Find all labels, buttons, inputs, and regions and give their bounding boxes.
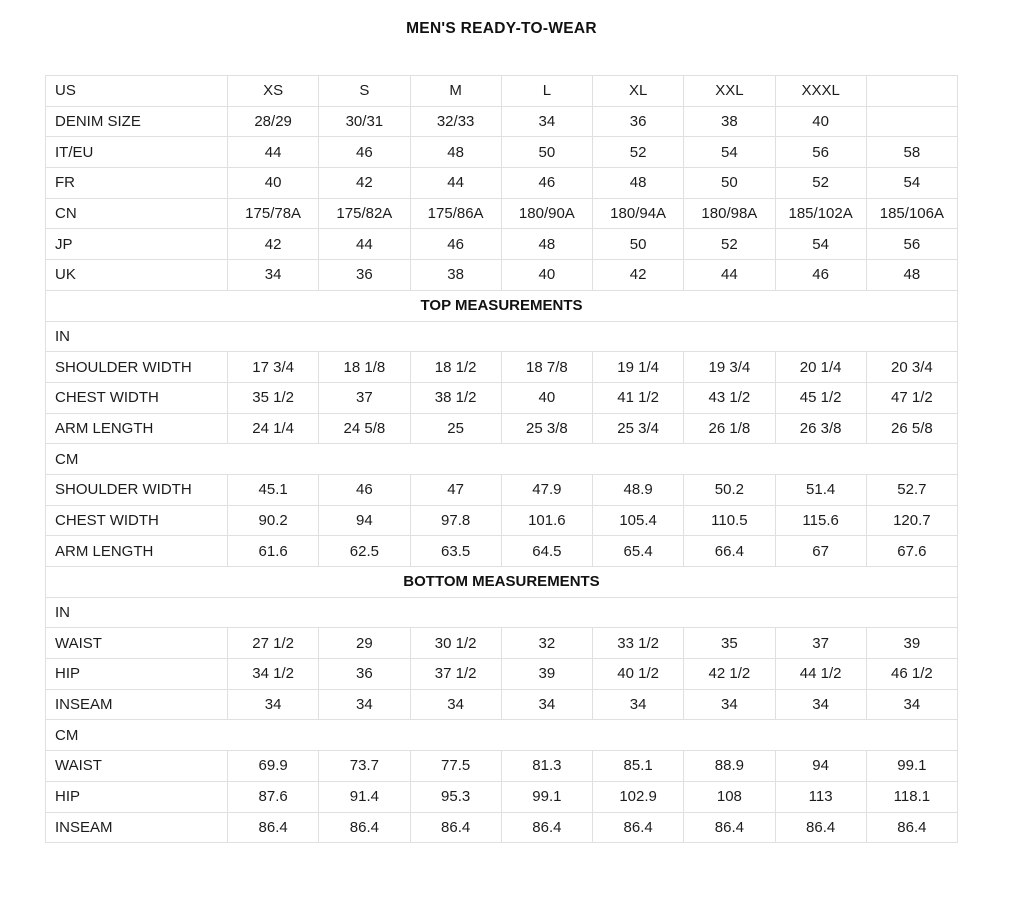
cell-value: 44 [410, 168, 501, 199]
cell-value: 38 1/2 [410, 382, 501, 413]
cell-value: 52 [775, 168, 866, 199]
cell-value: 39 [866, 628, 957, 659]
cell-value: 63.5 [410, 536, 501, 567]
cell-value: 28/29 [228, 106, 319, 137]
cell-value: 40 [228, 168, 319, 199]
cell-value: 44 1/2 [775, 659, 866, 690]
cell-value: 40 [501, 382, 592, 413]
cell-value: 46 [775, 260, 866, 291]
cell-value: 29 [319, 628, 410, 659]
cell-value: 33 1/2 [593, 628, 684, 659]
cell-value: 101.6 [501, 505, 592, 536]
cell-value: 42 [319, 168, 410, 199]
row-label: ARM LENGTH [46, 536, 228, 567]
unit-row [46, 444, 958, 475]
cell-value: 52.7 [866, 474, 957, 505]
cell-value: 86.4 [501, 812, 592, 843]
cell-value: 56 [866, 229, 957, 260]
table-row [46, 781, 958, 812]
cell-value: 48 [866, 260, 957, 291]
row-label: US [46, 76, 228, 107]
unit-label: CM [46, 720, 958, 751]
cell-value: 81.3 [501, 751, 592, 782]
cell-value: 99.1 [866, 751, 957, 782]
table-row [46, 474, 958, 505]
row-label: CHEST WIDTH [46, 382, 228, 413]
table-row [46, 137, 958, 168]
cell-value: 40 1/2 [593, 659, 684, 690]
cell-value: 44 [684, 260, 775, 291]
cell-value: 42 [593, 260, 684, 291]
cell-value: 46 [319, 137, 410, 168]
cell-value: 34 [228, 689, 319, 720]
cell-value [866, 76, 957, 107]
cell-value: 20 1/4 [775, 352, 866, 383]
row-label: DENIM SIZE [46, 106, 228, 137]
cell-value: 108 [684, 781, 775, 812]
cell-value: 34 [775, 689, 866, 720]
cell-value: 40 [775, 106, 866, 137]
cell-value: 50 [501, 137, 592, 168]
cell-value: 97.8 [410, 505, 501, 536]
cell-value: 91.4 [319, 781, 410, 812]
cell-value: 45 1/2 [775, 382, 866, 413]
cell-value: 36 [593, 106, 684, 137]
cell-value: 86.4 [866, 812, 957, 843]
cell-value: 47 [410, 474, 501, 505]
row-label: UK [46, 260, 228, 291]
cell-value: 51.4 [775, 474, 866, 505]
table-row [46, 352, 958, 383]
cell-value: 94 [319, 505, 410, 536]
cell-value: 37 [319, 382, 410, 413]
cell-value: 95.3 [410, 781, 501, 812]
cell-value: 65.4 [593, 536, 684, 567]
cell-value: 42 1/2 [684, 659, 775, 690]
row-label: HIP [46, 781, 228, 812]
cell-value: 18 1/8 [319, 352, 410, 383]
cell-value: 25 3/4 [593, 413, 684, 444]
row-label: WAIST [46, 628, 228, 659]
table-row [46, 689, 958, 720]
cell-value: 50 [593, 229, 684, 260]
cell-value: 50 [684, 168, 775, 199]
row-label: FR [46, 168, 228, 199]
cell-value: 48.9 [593, 474, 684, 505]
cell-value: 34 [684, 689, 775, 720]
row-label: HIP [46, 659, 228, 690]
cell-value: 175/86A [410, 198, 501, 229]
cell-value: 47.9 [501, 474, 592, 505]
cell-value: 41 1/2 [593, 382, 684, 413]
section-title: TOP MEASUREMENTS [46, 290, 958, 321]
cell-value: 26 1/8 [684, 413, 775, 444]
table-row [46, 198, 958, 229]
cell-value: 26 3/8 [775, 413, 866, 444]
cell-value: 54 [684, 137, 775, 168]
cell-value: 20 3/4 [866, 352, 957, 383]
table-row [46, 106, 958, 137]
cell-value: 30 1/2 [410, 628, 501, 659]
cell-value: 102.9 [593, 781, 684, 812]
cell-value: 47 1/2 [866, 382, 957, 413]
cell-value: 69.9 [228, 751, 319, 782]
row-label: CN [46, 198, 228, 229]
cell-value: 36 [319, 659, 410, 690]
cell-value: 52 [684, 229, 775, 260]
cell-value: S [319, 76, 410, 107]
cell-value: 85.1 [593, 751, 684, 782]
cell-value: 61.6 [228, 536, 319, 567]
cell-value: 34 [228, 260, 319, 291]
row-label: INSEAM [46, 689, 228, 720]
size-table-body [46, 76, 958, 843]
cell-value: XL [593, 76, 684, 107]
cell-value: 86.4 [319, 812, 410, 843]
cell-value: 34 [866, 689, 957, 720]
row-label: JP [46, 229, 228, 260]
cell-value: 48 [410, 137, 501, 168]
cell-value: 30/31 [319, 106, 410, 137]
cell-value: 180/98A [684, 198, 775, 229]
table-row [46, 229, 958, 260]
cell-value: 64.5 [501, 536, 592, 567]
row-label: SHOULDER WIDTH [46, 474, 228, 505]
cell-value: 37 1/2 [410, 659, 501, 690]
row-label: IT/EU [46, 137, 228, 168]
cell-value: 94 [775, 751, 866, 782]
cell-value: 77.5 [410, 751, 501, 782]
cell-value: 26 5/8 [866, 413, 957, 444]
cell-value: 87.6 [228, 781, 319, 812]
cell-value: 38 [410, 260, 501, 291]
cell-value: 34 [501, 106, 592, 137]
cell-value: 120.7 [866, 505, 957, 536]
cell-value: 36 [319, 260, 410, 291]
section-title: BOTTOM MEASUREMENTS [46, 567, 958, 598]
row-label: ARM LENGTH [46, 413, 228, 444]
cell-value: 37 [775, 628, 866, 659]
cell-value: 58 [866, 137, 957, 168]
cell-value: 52 [593, 137, 684, 168]
cell-value: 46 [319, 474, 410, 505]
cell-value: 86.4 [593, 812, 684, 843]
unit-label: IN [46, 321, 958, 352]
table-row [46, 382, 958, 413]
cell-value: 185/102A [775, 198, 866, 229]
unit-row [46, 321, 958, 352]
cell-value: 32/33 [410, 106, 501, 137]
cell-value: 19 1/4 [593, 352, 684, 383]
row-label: SHOULDER WIDTH [46, 352, 228, 383]
cell-value: 25 3/8 [501, 413, 592, 444]
row-label: CHEST WIDTH [46, 505, 228, 536]
cell-value: 35 1/2 [228, 382, 319, 413]
cell-value: 48 [593, 168, 684, 199]
cell-value: 17 3/4 [228, 352, 319, 383]
cell-value: 46 [410, 229, 501, 260]
cell-value: 18 1/2 [410, 352, 501, 383]
row-label: WAIST [46, 751, 228, 782]
cell-value: 73.7 [319, 751, 410, 782]
cell-value: XXXL [775, 76, 866, 107]
cell-value: 185/106A [866, 198, 957, 229]
cell-value: 44 [228, 137, 319, 168]
cell-value: 86.4 [684, 812, 775, 843]
cell-value: 18 7/8 [501, 352, 592, 383]
table-row [46, 76, 958, 107]
cell-value: 54 [866, 168, 957, 199]
cell-value: XS [228, 76, 319, 107]
cell-value: 180/94A [593, 198, 684, 229]
cell-value: 25 [410, 413, 501, 444]
cell-value: 34 [501, 689, 592, 720]
table-row [46, 505, 958, 536]
cell-value: 67 [775, 536, 866, 567]
cell-value: 43 1/2 [684, 382, 775, 413]
cell-value: 24 5/8 [319, 413, 410, 444]
cell-value: 34 [410, 689, 501, 720]
cell-value: 86.4 [775, 812, 866, 843]
cell-value: 66.4 [684, 536, 775, 567]
unit-label: IN [46, 597, 958, 628]
unit-row [46, 597, 958, 628]
table-row [46, 812, 958, 843]
table-row [46, 628, 958, 659]
cell-value: 27 1/2 [228, 628, 319, 659]
cell-value: M [410, 76, 501, 107]
cell-value: 110.5 [684, 505, 775, 536]
table-row [46, 260, 958, 291]
cell-value: 48 [501, 229, 592, 260]
cell-value: 34 1/2 [228, 659, 319, 690]
cell-value: 46 [501, 168, 592, 199]
cell-value: 86.4 [410, 812, 501, 843]
cell-value: 180/90A [501, 198, 592, 229]
table-row [46, 751, 958, 782]
cell-value: 35 [684, 628, 775, 659]
cell-value: 67.6 [866, 536, 957, 567]
cell-value: 113 [775, 781, 866, 812]
cell-value: 56 [775, 137, 866, 168]
cell-value: 34 [319, 689, 410, 720]
cell-value: 175/78A [228, 198, 319, 229]
cell-value: 38 [684, 106, 775, 137]
cell-value: 32 [501, 628, 592, 659]
cell-value: 118.1 [866, 781, 957, 812]
unit-label: CM [46, 444, 958, 475]
cell-value: 19 3/4 [684, 352, 775, 383]
cell-value: 40 [501, 260, 592, 291]
cell-value: 24 1/4 [228, 413, 319, 444]
cell-value: 45.1 [228, 474, 319, 505]
table-row [46, 659, 958, 690]
cell-value: 34 [593, 689, 684, 720]
cell-value [866, 106, 957, 137]
table-row [46, 413, 958, 444]
cell-value: 46 1/2 [866, 659, 957, 690]
unit-row [46, 720, 958, 751]
cell-value: 62.5 [319, 536, 410, 567]
page-title: MEN'S READY-TO-WEAR [406, 20, 597, 37]
cell-value: 54 [775, 229, 866, 260]
section-header-row [46, 567, 958, 598]
cell-value: 115.6 [775, 505, 866, 536]
cell-value: 99.1 [501, 781, 592, 812]
cell-value: 44 [319, 229, 410, 260]
cell-value: 86.4 [228, 812, 319, 843]
cell-value: L [501, 76, 592, 107]
cell-value: 39 [501, 659, 592, 690]
table-row [46, 168, 958, 199]
cell-value: 90.2 [228, 505, 319, 536]
cell-value: 50.2 [684, 474, 775, 505]
cell-value: 175/82A [319, 198, 410, 229]
cell-value: 105.4 [593, 505, 684, 536]
row-label: INSEAM [46, 812, 228, 843]
cell-value: 42 [228, 229, 319, 260]
size-chart-table [45, 75, 958, 843]
section-header-row [46, 290, 958, 321]
cell-value: 88.9 [684, 751, 775, 782]
table-row [46, 536, 958, 567]
cell-value: XXL [684, 76, 775, 107]
